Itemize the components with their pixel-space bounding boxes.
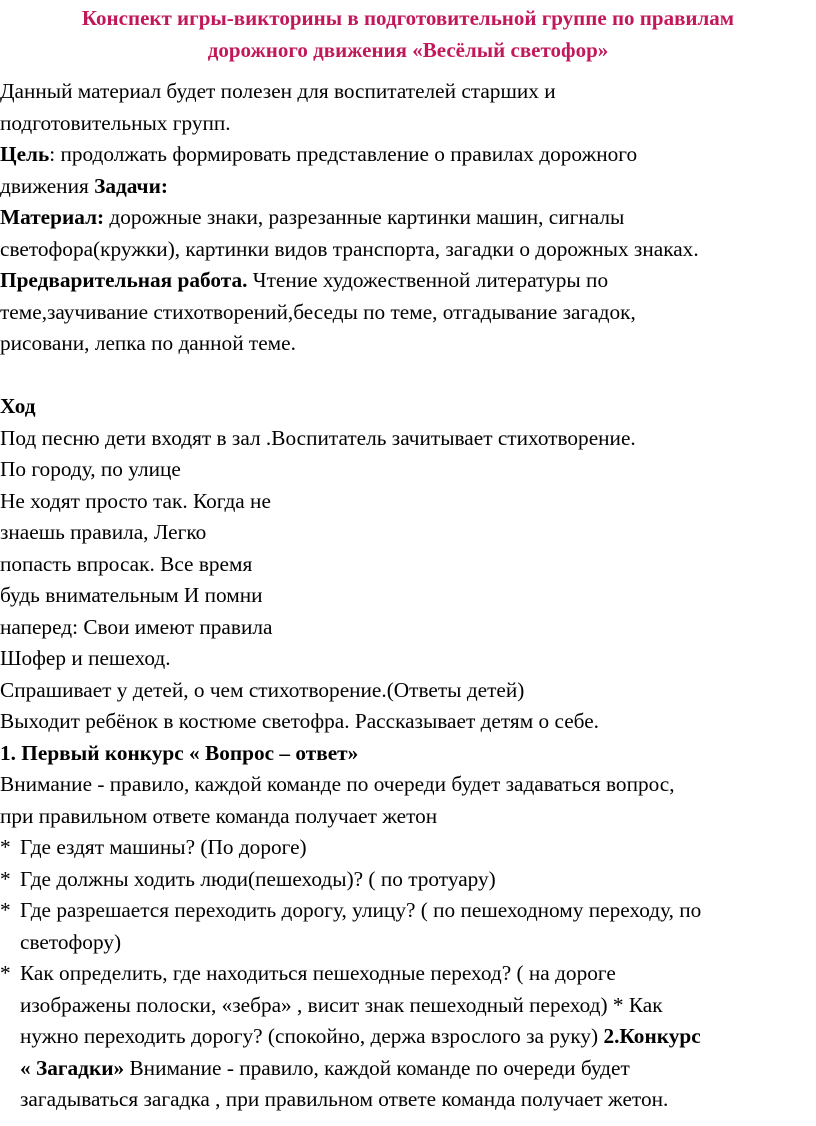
document-title — [0, 2, 816, 66]
goal-line-1 — [0, 139, 816, 171]
contest1-rule-1: Внимание - правило, каждой команде по очереди будет задаваться вопрос, — [0, 772, 675, 796]
course-heading: Ход — [0, 394, 36, 418]
goal-label: Цель — [0, 142, 50, 166]
material-line-1 — [0, 202, 816, 234]
bullet-star: * — [0, 898, 11, 922]
question-4-cont-1: изображены полоски, «зебра» , висит знак пешеходный переход) * Как — [20, 992, 663, 1017]
question-text: Как определить, где находиться пешеходные переход? ( на дороге — [20, 961, 616, 985]
intro-line-2: подготовительных групп. — [0, 110, 231, 135]
question-5-text: нужно переходить дорогу? (спокойно, держа взрослого за руку) — [20, 1024, 604, 1048]
poem-line: попасть впросак. Все время — [0, 551, 253, 576]
question-text: Где должны ходить люди(пешеходы)? ( по тротуару) — [20, 866, 496, 891]
prework-line-3: рисовани, лепка по данной теме. — [0, 331, 296, 355]
document-body — [0, 76, 816, 1116]
question-3 — [0, 895, 816, 927]
contest2-rule-2: загадываться загадка , при правильном ответе команда получает жетон. — [20, 1087, 669, 1111]
material-label: Материал: — [0, 205, 105, 229]
bullet-star: * — [0, 866, 11, 891]
question-text: Где разрешается переходить дорогу, улицу? ( по пешеходному переходу, по — [20, 898, 702, 922]
question-4 — [0, 958, 816, 990]
poem-line: будь внимательным И помни — [0, 583, 263, 607]
bullet-star: * — [0, 835, 11, 859]
question-4-cont-2 — [0, 1021, 816, 1053]
question-1 — [0, 832, 816, 864]
material-text: дорожные знаки, разрезанные картинки машин, сигналы — [104, 205, 625, 229]
title-line-1: Конспект игры-викторины в подготовительной группе по правилам — [81, 6, 735, 30]
contest2-heading-part-1: 2.Конкурс — [603, 1024, 701, 1048]
course-intro: Под песню дети входят в зал .Воспитатель зачитывает стихотворение. — [0, 425, 636, 450]
course-after-2: Выходит ребёнок в костюме светофра. Рассказывает детям о себе. — [0, 709, 599, 733]
title-line-2: дорожного движения «Весёлый светофор» — [207, 38, 609, 62]
material-line-2: светофора(кружки), картинки видов транспорта, загадки о дорожных знаках. — [0, 236, 699, 261]
contest2-heading-part-2: « Загадки» — [20, 1055, 125, 1080]
poem-line: Не ходят просто так. Когда не — [0, 488, 271, 513]
prework-line-2: теме,заучивание стихотворений,беседы по теме, отгадывание загадок, — [0, 299, 636, 324]
poem-line: знаешь правила, Легко — [0, 520, 207, 544]
question-text: Где ездят машины? (По дороге) — [20, 835, 307, 859]
prework-line-1 — [0, 265, 816, 297]
blank-spacer — [0, 360, 816, 392]
tasks-label: Задачи: — [94, 173, 168, 198]
goal-text: : продолжать формировать представление о правилах дорожного — [49, 142, 638, 166]
question-2 — [0, 864, 816, 896]
prework-text: Чтение художественной литературы по — [247, 268, 609, 292]
prework-label: Предварительная работа. — [0, 268, 248, 292]
bullet-star: * — [0, 961, 11, 985]
question-3-cont: светофору) — [20, 929, 122, 954]
poem-line: По городу, по улице — [0, 457, 181, 481]
question-4-cont-3 — [0, 1053, 816, 1085]
intro-line-1: Данный материал будет полезен для воспитателей старших и — [0, 79, 556, 103]
contest2-rule-1: Внимание - правило, каждой команде по очереди будет — [124, 1055, 630, 1080]
poem-line: Шофер и пешеход. — [0, 646, 171, 670]
course-after-1: Спрашивает у детей, о чем стихотворение.(Ответы детей) — [0, 677, 525, 702]
goal-line-2 — [0, 171, 816, 203]
goal-text-2: движения — [0, 173, 95, 198]
contest1-heading: 1. Первый конкурс « Вопрос – ответ» — [0, 740, 359, 765]
poem-line: наперед: Свои имеют правила — [0, 614, 273, 639]
contest1-rule-2: при правильном ответе команда получает жетон — [0, 803, 438, 828]
